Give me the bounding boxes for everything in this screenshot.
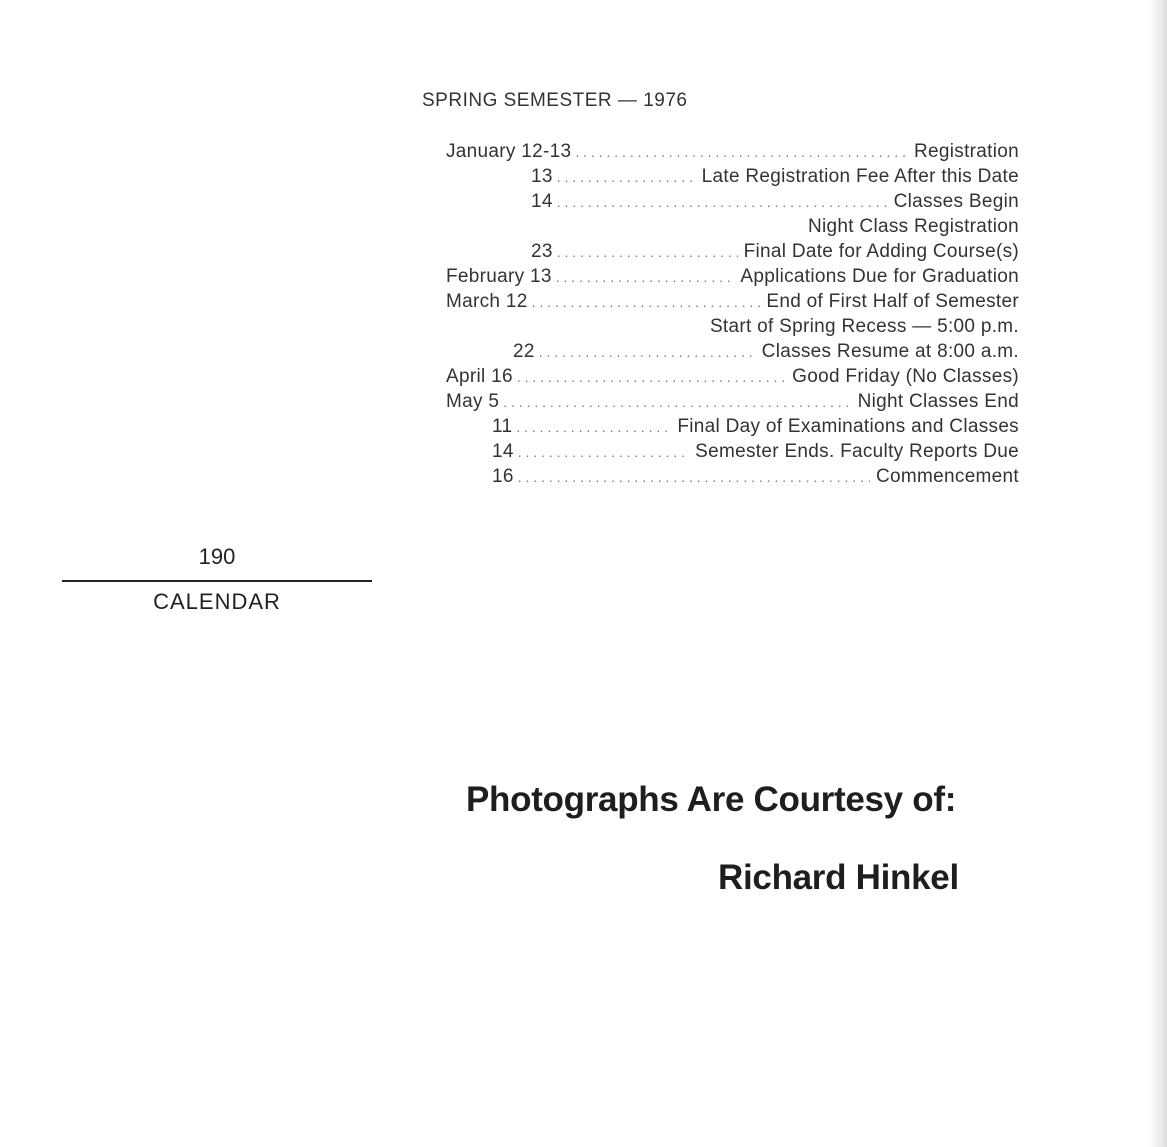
schedule-date: 14 (531, 191, 553, 212)
schedule-event: Late Registration Fee After this Date (701, 166, 1019, 187)
dot-leader (532, 290, 761, 315)
semester-heading: SPRING SEMESTER — 1976 (422, 90, 688, 111)
section-title: CALENDAR (153, 589, 281, 614)
dot-leader (557, 165, 696, 190)
schedule-row (446, 139, 1019, 164)
schedule-row (446, 364, 1019, 389)
schedule-date: January 12-13 (446, 141, 572, 162)
schedule-date: 23 (531, 241, 553, 262)
dot-leader (556, 265, 735, 290)
schedule-date: March 12 (446, 291, 528, 312)
schedule-event: Final Date for Adding Course(s) (743, 241, 1019, 262)
schedule-date: 13 (531, 166, 553, 187)
schedule-row (492, 414, 1019, 439)
schedule-date: April 16 (446, 366, 513, 387)
dot-leader (518, 440, 689, 465)
schedule-row (492, 439, 1019, 464)
dot-leader (539, 340, 756, 365)
schedule-event: Night Class Registration (807, 216, 1019, 237)
schedule-event: Registration (914, 141, 1019, 162)
schedule-event: Final Day of Examinations and Classes (677, 416, 1019, 437)
schedule-event: Night Classes End (857, 391, 1019, 412)
schedule-event: Commencement (876, 466, 1019, 487)
dot-leader (517, 365, 786, 390)
dot-leader (557, 190, 888, 215)
page-edge-shadow (1149, 0, 1167, 1147)
schedule-row (446, 289, 1019, 314)
schedule-row (492, 464, 1019, 489)
schedule-date: 11 (492, 416, 513, 437)
schedule-event: Good Friday (No Classes) (792, 366, 1019, 387)
schedule-event: Applications Due for Graduation (740, 266, 1019, 287)
schedule-row (531, 189, 1019, 214)
schedule-event: Start of Spring Recess — 5:00 p.m. (709, 316, 1019, 337)
schedule-date: 22 (513, 341, 535, 362)
photo-credit-name: Richard Hinkel (718, 858, 959, 897)
dot-leader (518, 465, 870, 490)
dot-leader (575, 140, 908, 165)
dot-leader (516, 415, 671, 440)
schedule-row (446, 389, 1019, 414)
schedule-event: Semester Ends. Faculty Reports Due (695, 441, 1019, 462)
schedule-event: Classes Resume at 8:00 a.m. (761, 341, 1019, 362)
schedule-date: May 5 (446, 391, 500, 412)
schedule-row (513, 339, 1019, 364)
schedule-row (531, 164, 1019, 189)
dot-leader (503, 390, 851, 415)
schedule-row (531, 239, 1019, 264)
dot-leader (557, 240, 738, 265)
divider-rule (62, 580, 372, 582)
schedule-date: February 13 (446, 266, 552, 287)
schedule-event: End of First Half of Semester (766, 291, 1019, 312)
schedule-date: 14 (492, 441, 514, 462)
photo-credit-title: Photographs Are Courtesy of: (466, 780, 957, 819)
schedule-date: 16 (492, 466, 514, 487)
page-number: 190 (198, 544, 236, 569)
schedule-event: Classes Begin (893, 191, 1019, 212)
schedule-row (446, 264, 1019, 289)
schedule-row (531, 214, 1019, 239)
schedule-row (531, 314, 1019, 339)
